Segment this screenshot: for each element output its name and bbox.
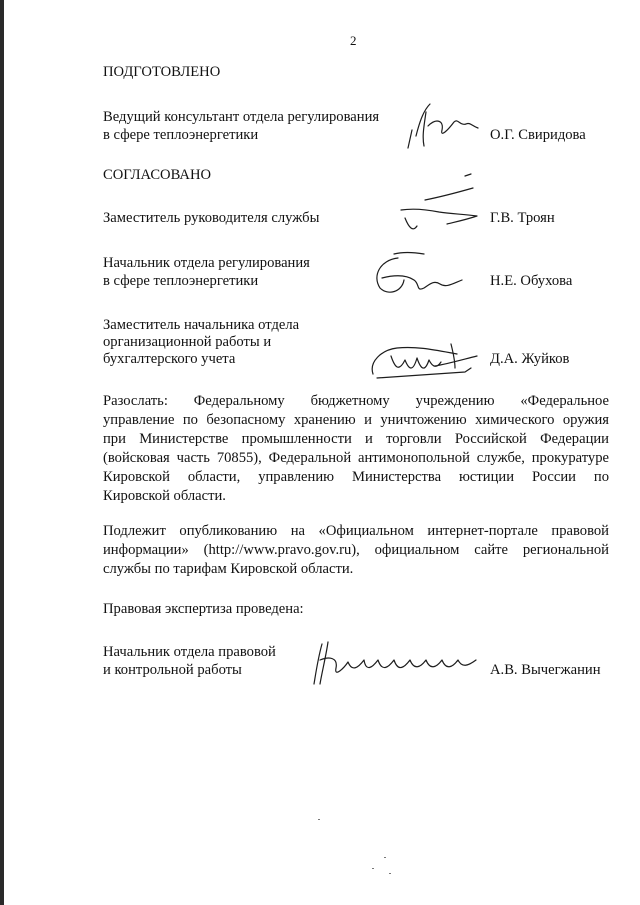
scan-speck [372, 868, 374, 869]
approved-heading: СОГЛАСОВАНО [103, 167, 212, 183]
approved-position-3-line-1: Заместитель начальника отдела [103, 317, 300, 333]
scan-speck [389, 873, 391, 874]
distribution-paragraph [103, 392, 609, 506]
distribution-line-3: при Министерстве промышленности и торговли Российской Федерации [103, 431, 609, 447]
approved-name-2: Н.Е. Обухова [490, 273, 573, 289]
page-number: 2 [350, 33, 357, 48]
approved-position-2-line-1: Начальник отдела регулирования [103, 255, 310, 271]
distribution-line-6: Кировской области. [103, 488, 226, 504]
legal-position-line-2: и контрольной работы [103, 662, 242, 678]
prepared-position-line-1: Ведущий консультант отдела регулирования [103, 109, 380, 125]
approved-name-3: Д.А. Жуйков [490, 351, 570, 367]
approved-position-3-line-2: организационной работы и [103, 334, 272, 350]
publication-line-1: Подлежит опубликованию на «Официальном интернет-портале правовой [103, 523, 609, 539]
publication-line-3: службы по тарифам Кировской области. [103, 561, 354, 577]
signature-sviridova [402, 100, 482, 152]
distribution-line-1: Разослать: Федеральному бюджетному учреждению «Федеральное [103, 393, 609, 409]
prepared-name: О.Г. Свиридова [490, 127, 586, 143]
publication-line-2: информации» (http://www.pravo.gov.ru), официальном сайте региональной [103, 542, 609, 558]
prepared-heading: ПОДГОТОВЛЕНО [103, 64, 221, 80]
legal-review-statement: Правовая экспертиза проведена: [103, 601, 304, 617]
approved-name-1: Г.В. Троян [490, 210, 555, 226]
scan-speck [318, 819, 320, 820]
prepared-position-line-2: в сфере теплоэнергетики [103, 127, 259, 143]
publication-paragraph [103, 522, 609, 579]
signature-troyan [395, 170, 485, 238]
approved-position-1: Заместитель руководителя службы [103, 210, 320, 226]
distribution-line-5: Кировской области, управлению Министерства юстиции России по [103, 469, 609, 485]
scan-speck [384, 857, 386, 858]
signature-zhuikov [365, 338, 485, 384]
signature-obukhova [368, 250, 468, 298]
signature-vychegzhanin [308, 638, 488, 688]
distribution-line-4: (войсковая часть 70855), Федеральной антимонопольной службе, прокуратуре [103, 450, 609, 466]
legal-position-line-1: Начальник отдела правовой [103, 644, 276, 660]
distribution-line-2: управление по безопасному хранению и уничтожению химического оружия [103, 412, 609, 428]
approved-position-2-line-2: в сфере теплоэнергетики [103, 273, 259, 289]
approved-position-3-line-3: бухгалтерского учета [103, 351, 236, 367]
scan-edge [0, 0, 4, 905]
legal-name: А.В. Вычегжанин [490, 662, 601, 678]
